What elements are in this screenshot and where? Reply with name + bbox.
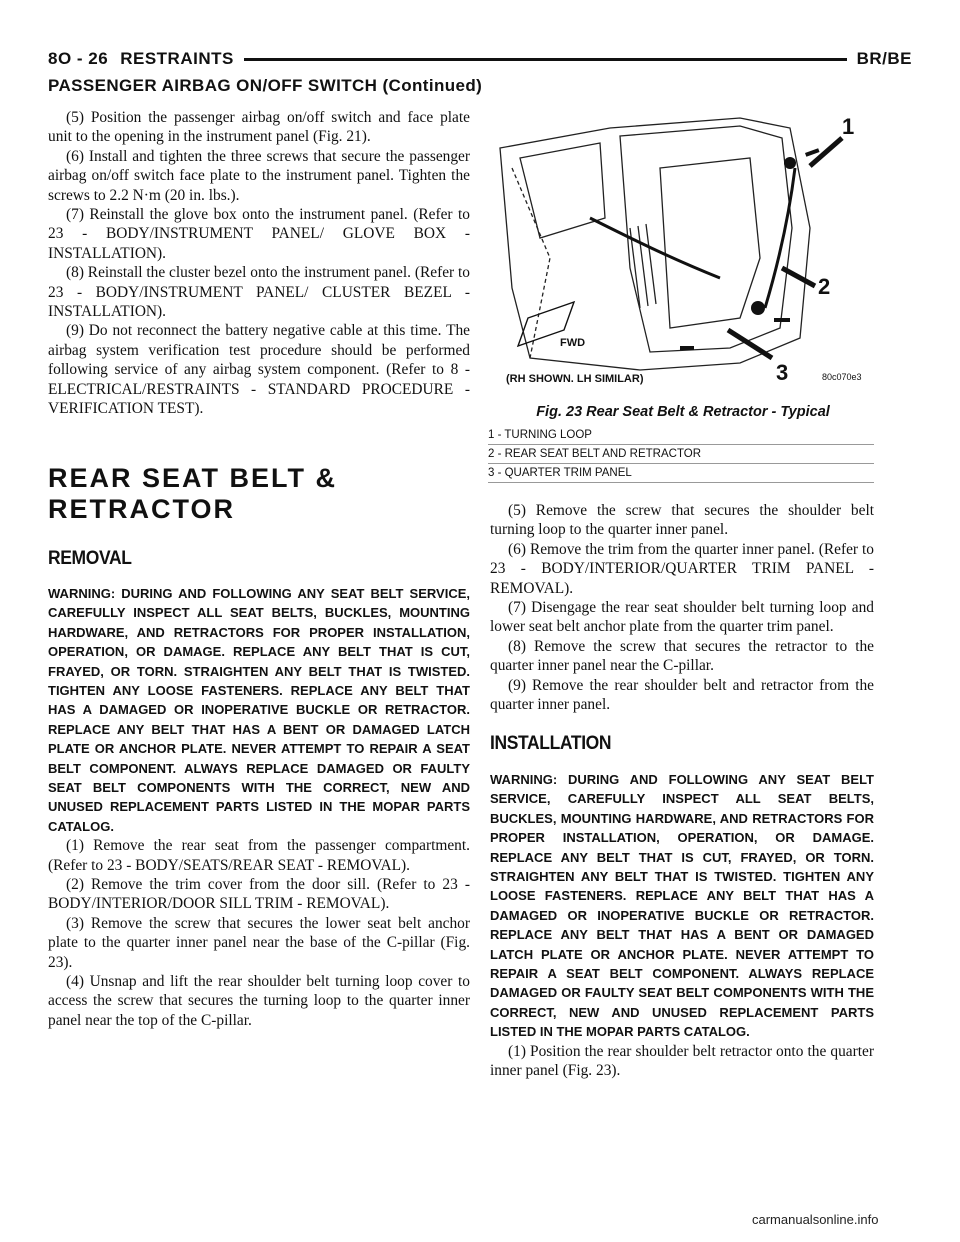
legend-item: 1 - TURNING LOOP — [488, 426, 874, 445]
page-header — [48, 48, 912, 70]
fwd-label: FWD — [560, 337, 586, 349]
figure-legend — [488, 426, 874, 483]
trim-panel-inner — [620, 126, 792, 352]
removal-step: (8) Remove the screw that secures the retractor to the quarter inner panel near the C-pillar. — [490, 637, 874, 675]
window-opening — [520, 143, 605, 238]
section-name: RESTRAINTS — [120, 49, 234, 68]
screw — [680, 346, 694, 350]
removal-warning: WARNING: DURING AND FOLLOWING ANY SEAT BELT SERVICE, CAREFULLY INSPECT ALL SEAT BELTS, BUCKLES, MOUNTING HARDWARE, AND RETRACTORS FOR PROPER INSTALLATION, OPERATION, OR DAMAGE. REPLACE ANY BELT THAT IS CUT, FRAYED, OR TORN. STRAIGHTEN ANY BELT THAT IS TWISTED. TIGHTEN ANY LOOSE FASTENERS. REPLACE ANY BELT THAT HAS A DAMAGED OR INOPERATIVE BUCKLE OR RETRACTOR. REPLACE ANY BELT THAT HAS A BENT OR DAMAGED LATCH PLATE OR ANCHOR PLATE. NEVER ATTEMPT TO REPAIR A SEAT BELT COMPONENT. ALWAYS REPLACE DAMAGED OR FAULTY SEAT BELT COMPONENTS WITH THE CORRECT, NEW AND UNUSED REPLACEMENT PARTS LISTED IN THE MOPAR PARTS CATALOG. — [48, 585, 470, 834]
page-number: 8O - 26 — [48, 49, 109, 68]
quarter-panel-outline — [500, 118, 810, 370]
figure-rear-seat-belt — [490, 108, 874, 388]
removal-step: (4) Unsnap and lift the rear shoulder belt turning loop cover to access the screw that secures the turning loop to the quarter inner panel near the top of the C-pillar. — [48, 973, 470, 1029]
leader-line — [782, 268, 815, 286]
retractor-cable — [590, 218, 720, 278]
left-column — [48, 108, 470, 1030]
installation-warning: WARNING: DURING AND FOLLOWING ANY SEAT BELT SERVICE, CAREFULLY INSPECT ALL SEAT BELTS, BUCKLES, MOUNTING HARDWARE, AND RETRACTORS FOR PROPER INSTALLATION, OPERATION, OR DAMAGE. REPLACE ANY BELT THAT IS CUT, FRAYED, OR TORN. STRAIGHTEN ANY BELT THAT IS TWISTED. TIGHTEN ANY LOOSE FASTENERS. REPLACE ANY BELT THAT HAS A DAMAGED OR INOPERATIVE BUCKLE OR RETRACTOR. REPLACE ANY BELT THAT HAS A BENT OR DAMAGED LATCH PLATE OR ANCHOR PLATE. NEVER ATTEMPT TO REPAIR A SEAT BELT COMPONENT. ALWAYS REPLACE DAMAGED OR FAULTY SEAT BELT COMPONENTS WITH THE CORRECT, NEW AND UNUSED REPLACEMENT PARTS LISTED IN THE MOPAR PARTS CATALOG. — [490, 771, 874, 1040]
removal-step: (6) Remove the trim from the quarter inner panel. (Refer to 23 - BODY/INTERIOR/QUARTER TRIM PANEL - REMOVAL). — [490, 540, 874, 597]
paragraph: (7) Reinstall the glove box onto the instrument panel. (Refer to 23 - BODY/INSTRUMENT PANEL/ GLOVE BOX - INSTALLATION). — [48, 206, 470, 262]
screw — [774, 318, 790, 322]
callout-2: 2 — [818, 274, 831, 299]
removal-heading: REMOVAL — [48, 547, 132, 569]
paragraph: (9) Do not reconnect the battery negative cable at this time. The airbag system verification test procedure should be performed following service of any airbag system component. (Refer to 8 - ELECTRICAL/RESTRAINTS - STANDARD PROCEDURE - VERIFICATION TEST). — [48, 322, 470, 418]
figure-code: 80c070e3 — [822, 372, 862, 382]
paragraph: (8) Reinstall the cluster bezel onto the instrument panel. (Refer to 23 - BODY/INSTRUMENT PANEL/ CLUSTER BEZEL - INSTALLATION). — [48, 264, 470, 321]
removal-step: (3) Remove the screw that secures the lower seat belt anchor plate to the quarter inner panel near the base of the C-pillar (Fig. 23). — [48, 914, 470, 971]
figure-caption: Fig. 23 Rear Seat Belt & Retractor - Typical — [536, 404, 830, 420]
removal-step: (5) Remove the screw that secures the shoulder belt turning loop to the quarter inner panel. — [490, 502, 874, 539]
trim-detail — [660, 158, 760, 328]
pillar-edge — [512, 168, 550, 358]
right-column — [490, 501, 874, 1080]
removal-step: (7) Disengage the rear seat shoulder belt turning loop and lower seat belt anchor plate from the quarter trim panel. — [490, 599, 874, 636]
figure-note: (RH SHOWN. LH SIMILAR) — [506, 373, 644, 385]
paragraph: (5) Position the passenger airbag on/off switch and face plate unit to the opening in the instrument panel (Fig. 21). — [48, 109, 470, 146]
turning-loop — [784, 157, 796, 169]
installation-step: (1) Position the rear shoulder belt retractor onto the quarter inner panel (Fig. 23). — [490, 1042, 874, 1079]
legend-item: 3 - QUARTER TRIM PANEL — [488, 464, 874, 483]
section-title: REAR SEAT BELT & RETRACTOR — [48, 462, 338, 524]
footer-watermark: carmanualsonline.info — [752, 1212, 879, 1227]
callout-1: 1 — [842, 114, 855, 139]
installation-heading: INSTALLATION — [490, 733, 612, 755]
paragraph: (6) Install and tighten the three screws that secure the passenger airbag on/off switch face plate to the instrument panel. Tighten the screws to 2.2 N·m (20 in. lbs.). — [48, 147, 470, 204]
header-rule — [244, 58, 847, 61]
removal-step: (2) Remove the trim cover from the door sill. (Refer to 23 - BODY/INTERIOR/DOOR SILL TRIM - REMOVAL). — [48, 876, 470, 913]
screw — [805, 148, 820, 157]
callout-3: 3 — [776, 360, 789, 385]
removal-step: (9) Remove the rear shoulder belt and retractor from the quarter inner panel. — [490, 676, 874, 714]
legend-item: 2 - REAR SEAT BELT AND RETRACTOR — [488, 445, 874, 464]
model-code: BR/BE — [856, 49, 912, 68]
removal-step: (1) Remove the rear seat from the passenger compartment. (Refer to 23 - BODY/SEATS/REAR SEAT - REMOVAL). — [48, 837, 470, 874]
panel-stripes — [630, 224, 656, 308]
retractor — [751, 301, 765, 315]
continued-heading: PASSENGER AIRBAG ON/OFF SWITCH (Continued) — [48, 76, 483, 95]
